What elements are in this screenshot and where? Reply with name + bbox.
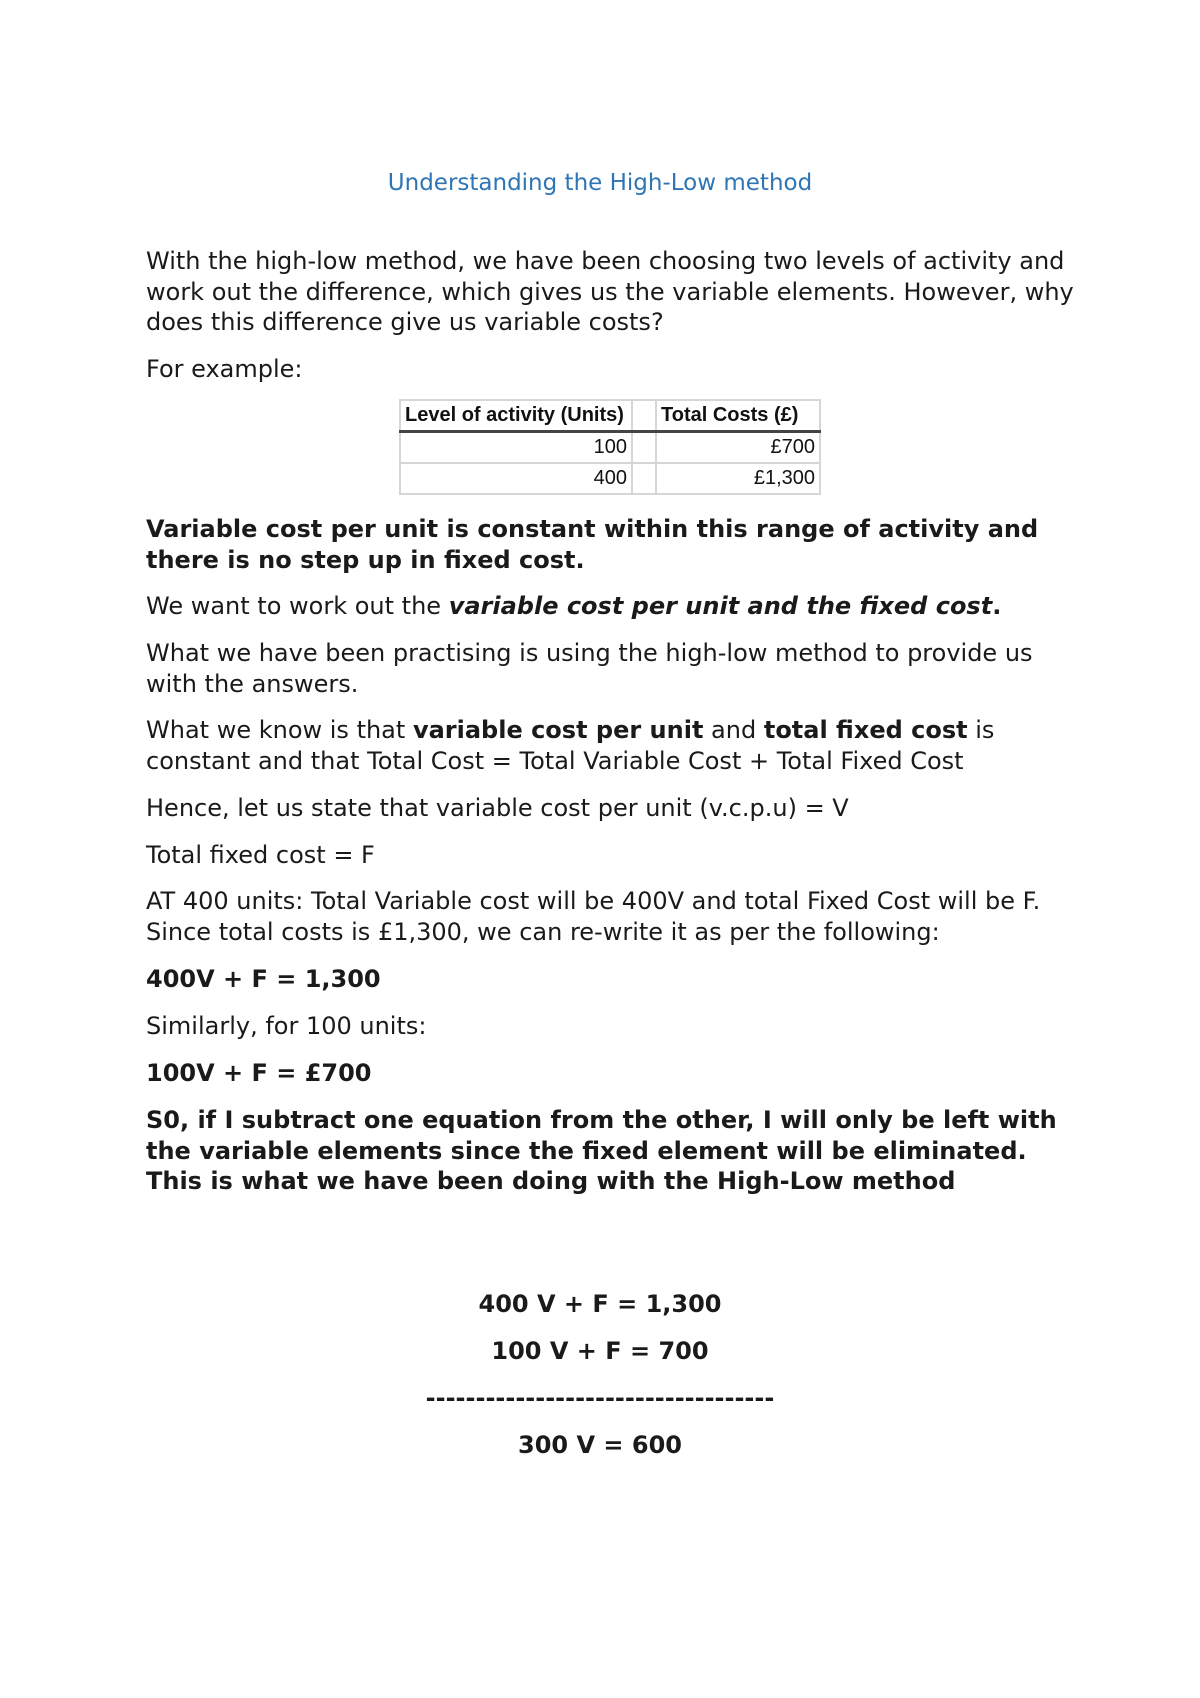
table-cell-empty bbox=[632, 463, 656, 494]
want-emphasis: variable cost per unit and the fixed cost bbox=[448, 592, 993, 620]
table-header-costs: Total Costs (£) bbox=[656, 400, 820, 432]
table-cell-cost: £700 bbox=[656, 432, 820, 464]
calc-divider: ----------------------------------- bbox=[425, 1384, 775, 1412]
example-label: For example: bbox=[146, 355, 303, 383]
table-cell-empty bbox=[632, 432, 656, 464]
want-suffix: . bbox=[992, 592, 1002, 620]
intro-paragraph: With the high-low method, we have been choosing two levels of activity and work out the difference, which gives us the variable elements. However, why does this difference give us variable costs? bbox=[146, 247, 1074, 336]
at400-paragraph: AT 400 units: Total Variable cost will be 400V and total Fixed Cost will be F. Since total costs is £1,300, we can re-write it as per the following: bbox=[146, 887, 1041, 946]
know-bold-1: variable cost per unit bbox=[412, 716, 704, 744]
calc-result: 300 V = 600 bbox=[518, 1431, 682, 1459]
know-text-1: What we know is that bbox=[146, 716, 413, 744]
table-cell-cost: £1,300 bbox=[656, 463, 820, 494]
want-paragraph bbox=[146, 591, 1076, 622]
want-prefix: We want to work out the bbox=[146, 592, 449, 620]
calc-line-2: 100 V + F = 700 bbox=[491, 1337, 709, 1365]
equation-100: 100V + F = £700 bbox=[146, 1059, 372, 1087]
table-cell-units: 100 bbox=[400, 432, 632, 464]
fixed-definition: Total fixed cost = F bbox=[146, 841, 375, 869]
activity-cost-table bbox=[399, 399, 821, 495]
assumption-paragraph: Variable cost per unit is constant within this range of activity and there is no step up in fixed cost. bbox=[146, 515, 1039, 574]
calc-line-1: 400 V + F = 1,300 bbox=[478, 1290, 722, 1318]
table-cell-units: 400 bbox=[400, 463, 632, 494]
practise-paragraph: What we have been practising is using the high-low method to provide us with the answers. bbox=[146, 639, 1033, 698]
subtract-paragraph: S0, if I subtract one equation from the other, I will only be left with the variable elements since the fixed element will be eliminated. This is what we have been doing with the High-Low method bbox=[146, 1106, 1057, 1195]
table-header-empty bbox=[632, 400, 656, 432]
table-header-row bbox=[400, 400, 820, 432]
know-text-2: and bbox=[703, 716, 764, 744]
know-text-3: is constant and that Total Cost = Total Variable Cost + Total Fixed Cost bbox=[146, 716, 995, 775]
know-paragraph bbox=[146, 715, 1076, 776]
know-bold-2: total fixed cost bbox=[763, 716, 968, 744]
table-header-units: Level of activity (Units) bbox=[400, 400, 632, 432]
hence-paragraph: Hence, let us state that variable cost per unit (v.c.p.u) = V bbox=[146, 794, 849, 822]
similarly-paragraph: Similarly, for 100 units: bbox=[146, 1012, 427, 1040]
table-row bbox=[400, 432, 820, 464]
table-row bbox=[400, 463, 820, 494]
equation-400: 400V + F = 1,300 bbox=[146, 965, 381, 993]
document-title: Understanding the High-Low method bbox=[387, 170, 813, 196]
